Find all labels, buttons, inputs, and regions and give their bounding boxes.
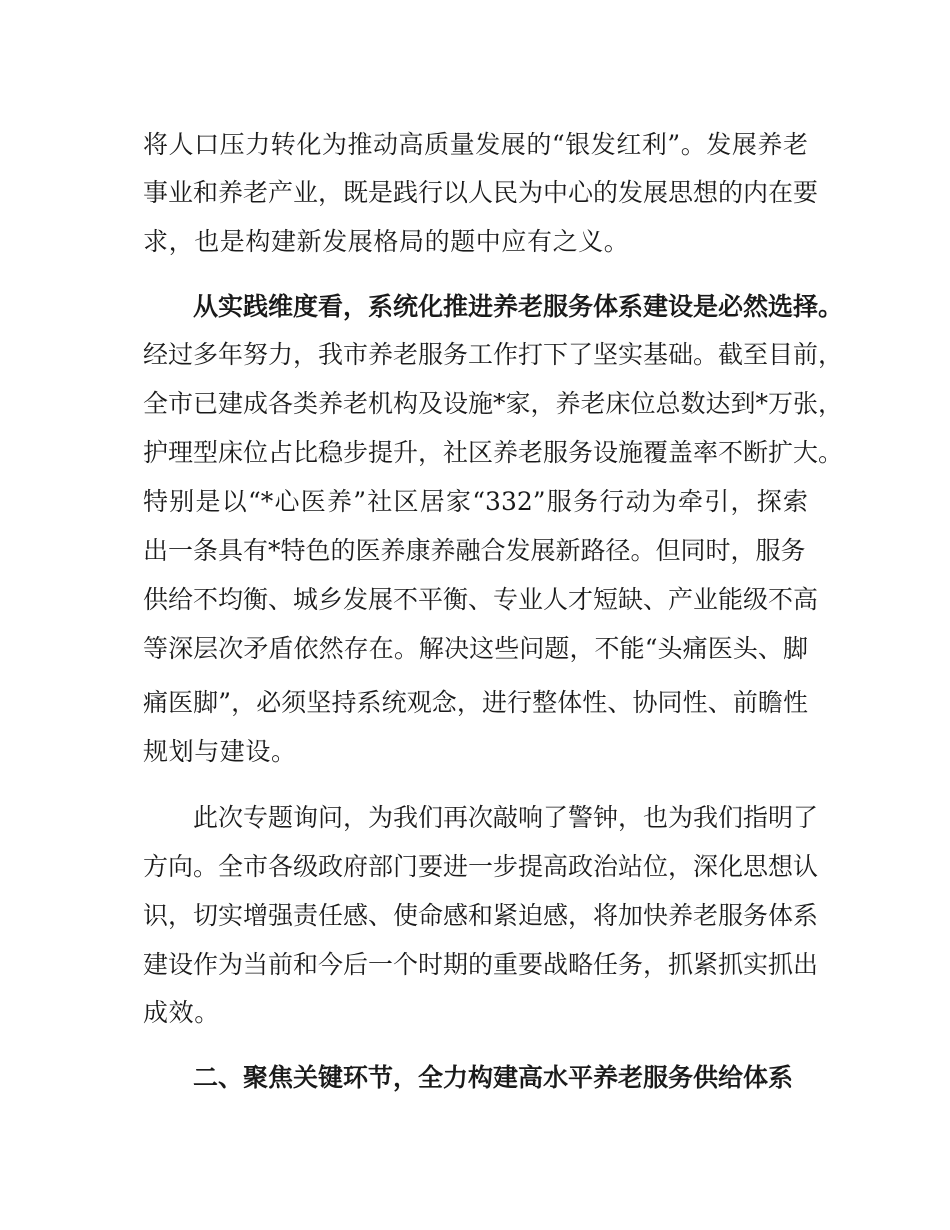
text-line: 痛医脚”，必须坚持系统观念，进行整体性、协同性、前瞻性 bbox=[143, 688, 808, 717]
text-line: 出一条具有*特色的医养康养融合发展新路径。但同时，服务 bbox=[143, 536, 806, 565]
text-line: 建设作为当前和今后一个时期的重要战略任务，抓紧抓实抓出 bbox=[143, 950, 819, 979]
text-line: 供给不均衡、城乡发展不平衡、专业人才短缺、产业能级不高 bbox=[143, 585, 819, 614]
text-line: 全市已建成各类养老机构及设施*家，养老床位总数达到*万张， bbox=[143, 389, 844, 418]
text-line: 特别是以“*心医养”社区居家“332”服务行动为牵引，探索 bbox=[143, 487, 808, 516]
text-line: 此次专题询问，为我们再次敲响了警钟，也为我们指明了 bbox=[193, 803, 819, 832]
text-line: 规划与建设。 bbox=[143, 737, 297, 766]
text-line: 方向。全市各级政府部门要进一步提高政治站位，深化思想认 bbox=[143, 852, 819, 881]
text-line: 护理型床位占比稳步提升，社区养老服务设施覆盖率不断扩大。 bbox=[143, 438, 844, 467]
paragraph-lead-sentence: 从实践维度看，系统化推进养老服务体系建设是必然选择。 bbox=[193, 292, 844, 321]
text-line: 识，切实增强责任感、使命感和紧迫感，将加快养老服务体系 bbox=[143, 901, 819, 930]
text-line: 求，也是构建新发展格局的题中应有之义。 bbox=[143, 227, 630, 256]
text-line: 将人口压力转化为推动高质量发展的“银发红利”。发展养老 bbox=[143, 130, 808, 159]
text-line: 事业和养老产业，既是践行以人民为中心的发展思想的内在要 bbox=[143, 178, 819, 207]
text-line: 经过多年努力，我市养老服务工作打下了坚实基础。截至目前， bbox=[143, 340, 844, 369]
text-line: 等深层次矛盾依然存在。解决这些问题，不能“头痛医头、脚 bbox=[143, 634, 808, 663]
section-heading: 二、聚焦关键环节，全力构建高水平养老服务供给体系 bbox=[193, 1063, 794, 1092]
text-line: 成效。 bbox=[143, 998, 220, 1027]
